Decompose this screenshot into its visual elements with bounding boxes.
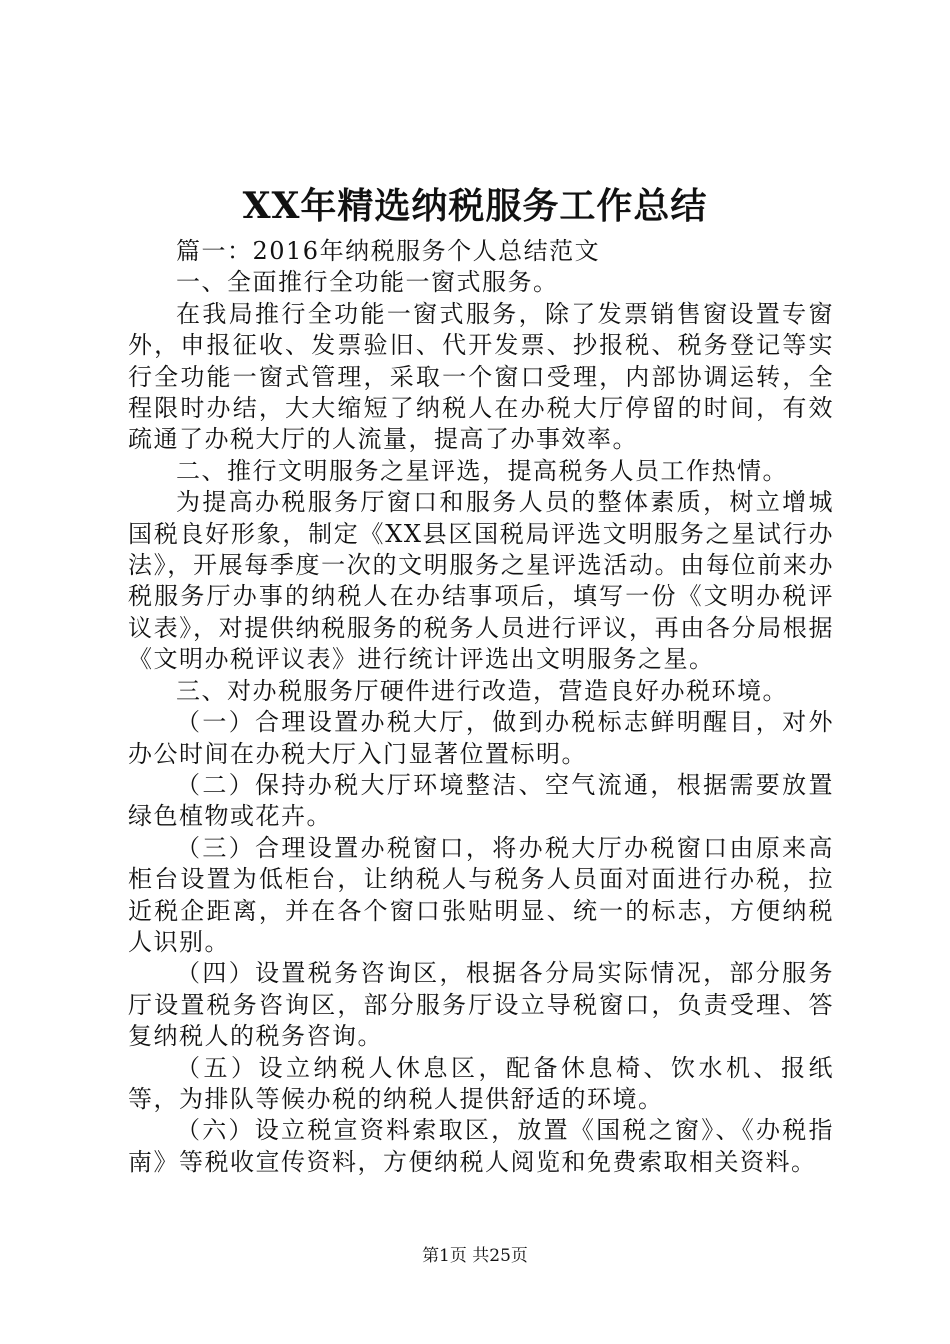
body-paragraph-2: 为提高办税服务厅窗口和服务人员的整体素质，树立增城国税良好形象，制定《XX县区国税局评选文明服务之星试行办法》，开展每季度一次的文明服务之星评选活动。由每位前来办税服务厅办事的纳税人在办结事项后，填写一份《文明办税评议表》，对提供纳税服务的税务人员进行评议，再由各分局根据《文明办税评议表》进行统计评选出文明服务之星。 [128,488,834,674]
section-heading-3: 三、对办税服务厅硬件进行改造，营造良好办税环境。 [176,676,788,705]
page-number-footer: 第1页 共25页 [422,1246,528,1266]
list-item-2: （二）保持办税大厅环境整洁、空气流通，根据需要放置绿色植物或花卉。 [128,770,834,831]
document-body [128,236,834,1178]
list-item-5: （五）设立纳税人休息区，配备休息椅、饮水机、报纸等，为排队等候办税的纳税人提供舒适的环境。 [128,1053,834,1113]
section-heading-part-one: 篇一：2016年纳税服务个人总结范文 [176,237,601,265]
body-paragraph-1: 在我局推行全功能一窗式服务，除了发票销售窗设置专窗外，申报征收、发票验旧、代开发票、抄报税、税务登记等实行全功能一窗式管理，采取一个窗口受理，内部协调运转，全程限时办结，大大缩短了纳税人在办税大厅停留的时间，有效疏通了办税大厅的人流量，提高了办事效率。 [128,299,834,454]
list-item-4: （四）设置税务咨询区，根据各分局实际情况，部分服务厅设置税务咨询区，部分服务厅设立导税窗口，负责受理、答复纳税人的税务咨询。 [128,959,834,1051]
section-heading-1: 一、全面推行全功能一窗式服务。 [176,268,559,297]
section-heading-2: 二、推行文明服务之星评选，提高税务人员工作热情。 [176,456,788,485]
list-item-6: （六）设立税宣资料索取区，放置《国税之窗》、《办税指南》等税收宣传资料，方便纳税人阅览和免费索取相关资料。 [128,1116,834,1176]
list-item-1: （一）合理设置办税大厅，做到办税标志鲜明醒目，对外办公时间在办税大厅入门显著位置标明。 [128,708,834,768]
document-title: XX年精选纳税服务工作总结 [242,185,708,227]
list-item-3: （三）合理设置办税窗口，将办税大厅办税窗口由原来高柜台设置为低柜台，让纳税人与税务人员面对面进行办税，拉近税企距离，并在各个窗口张贴明显、统一的标志，方便纳税人识别。 [128,833,834,956]
